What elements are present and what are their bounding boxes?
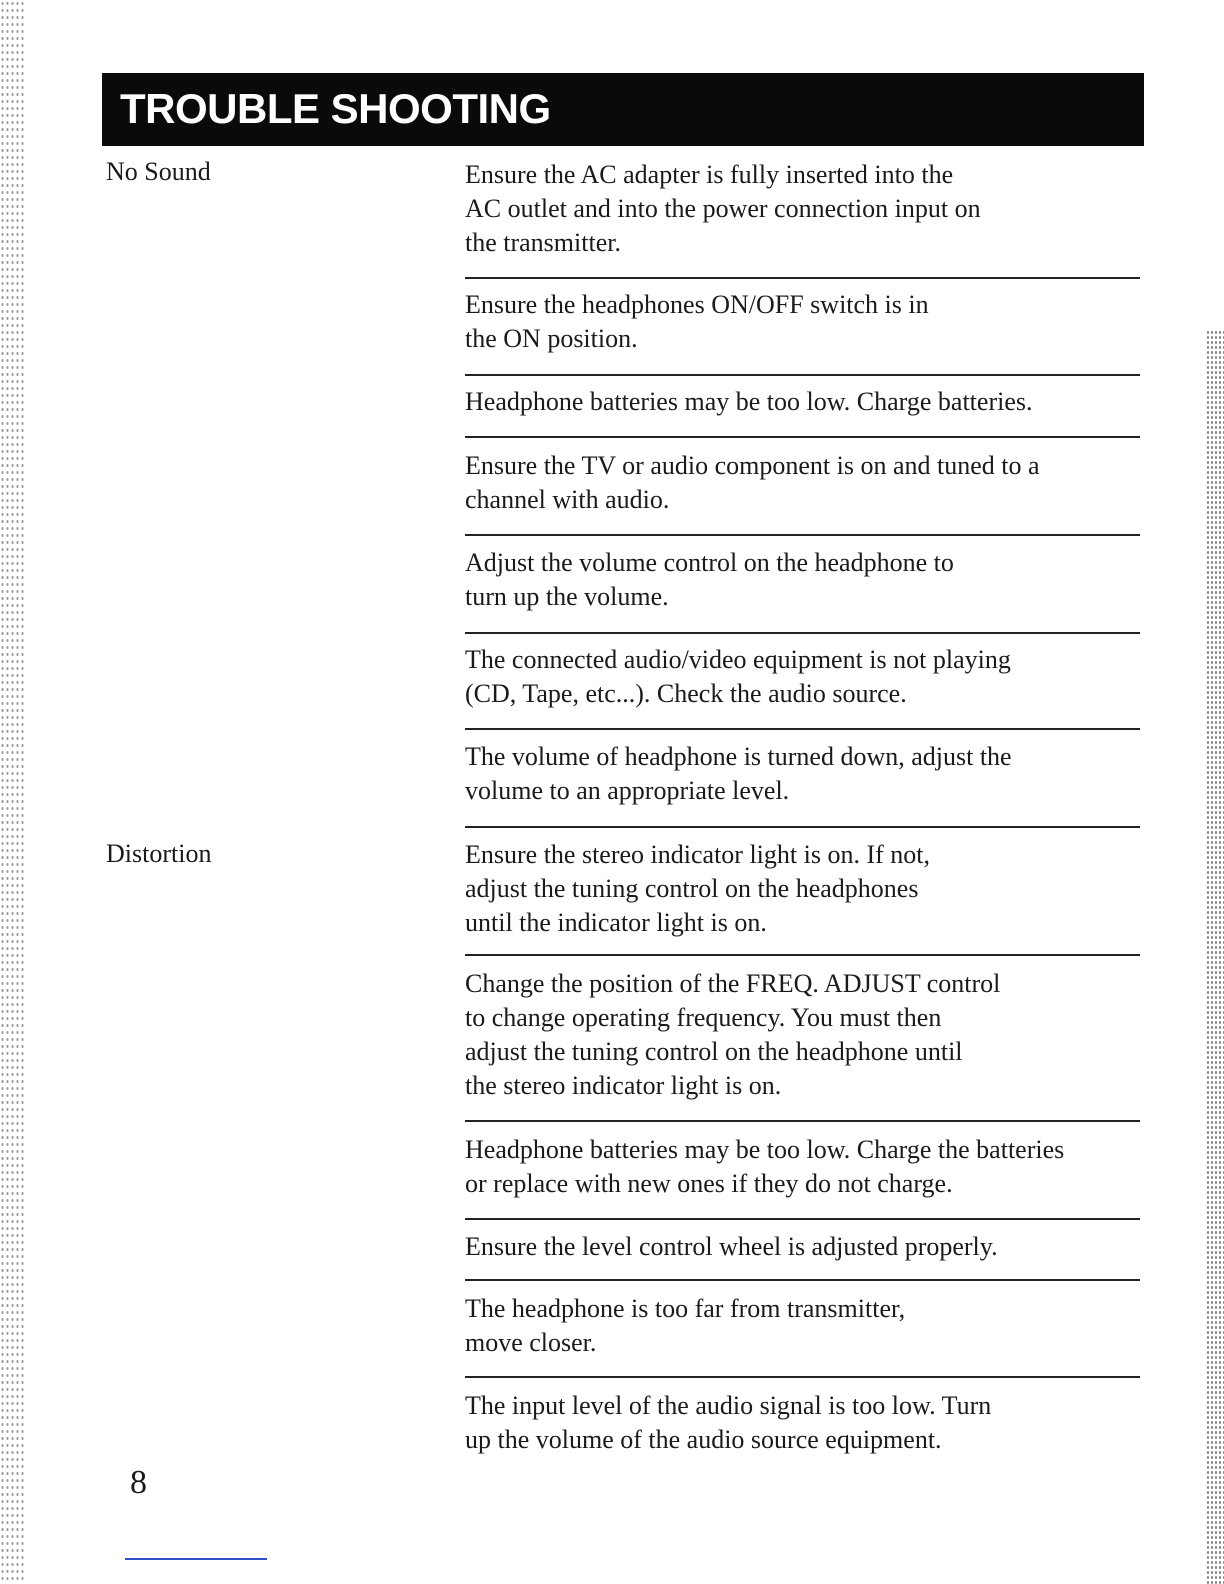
list-item [465,546,1140,614]
category-distortion: Distortion [106,839,212,868]
list-item [465,740,1140,808]
divider [465,436,1140,438]
header-bar [102,73,1144,146]
divider [465,954,1140,956]
list-item [465,1230,1140,1264]
entry-text: Headphone batteries may be too low. Charge batteries. [465,387,1033,416]
list-item [465,838,1140,940]
scan-edge-right [1206,330,1224,1584]
entry-text: Ensure the headphones ON/OFF switch is in the ON position. [465,290,929,353]
divider [465,1120,1140,1122]
divider [465,1376,1140,1378]
entry-text: Ensure the stereo indicator light is on. If not, adjust the tuning control on the headphones until the indicator light is on. [465,840,931,937]
entry-text: The volume of headphone is turned down, adjust the volume to an appropriate level. [465,742,1012,805]
list-item [465,288,1140,356]
list-item [465,643,1140,711]
entry-text: The headphone is too far from transmitter, move closer. [465,1294,906,1357]
entry-text: The connected audio/video equipment is not playing (CD, Tape, etc...). Check the audio source. [465,645,1011,708]
entry-text: Change the position of the FREQ. ADJUST control to change operating frequency. You must then adjust the tuning control on the headphone until the stereo indicator light is on. [465,969,1001,1100]
entry-text: Ensure the level control wheel is adjusted properly. [465,1232,998,1261]
divider [465,728,1140,730]
list-item [465,385,1140,419]
divider [465,632,1140,634]
divider [465,1218,1140,1220]
list-item [465,1292,1140,1360]
entry-text: Adjust the volume control on the headphone to turn up the volume. [465,548,954,611]
footer-rule [125,1558,267,1560]
scan-edge-left [0,0,26,1584]
page-number: 8 [130,1464,147,1501]
list-item [465,1133,1140,1201]
category-no-sound: No Sound [106,157,211,186]
list-item [465,158,1140,260]
list-item [465,967,1140,1103]
list-item [465,1389,1140,1457]
page-title: TROUBLE SHOOTING [120,85,551,132]
divider [465,374,1140,376]
divider [465,826,1140,828]
divider [465,277,1140,279]
entry-text: The input level of the audio signal is too low. Turn up the volume of the audio source equipment. [465,1391,992,1454]
divider [465,1279,1140,1281]
list-item [465,449,1140,517]
entry-text: Headphone batteries may be too low. Charge the batteries or replace with new ones if they do not charge. [465,1135,1065,1198]
entry-text: Ensure the AC adapter is fully inserted into the AC outlet and into the power connection input on the transmitter. [465,160,981,257]
entry-text: Ensure the TV or audio component is on and tuned to a channel with audio. [465,451,1040,514]
divider [465,534,1140,536]
